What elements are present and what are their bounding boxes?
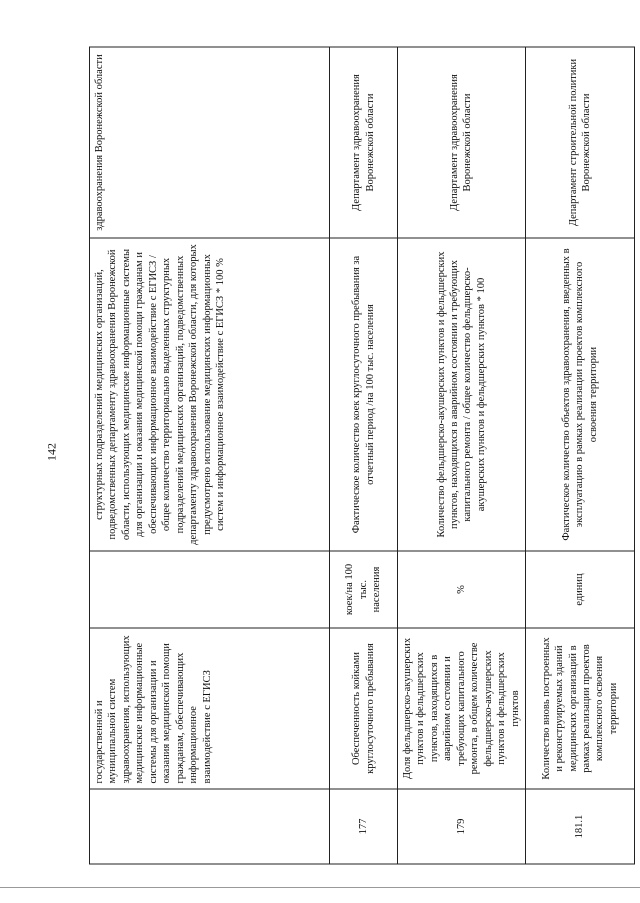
responsible-body: Департамент здравоохранения Воронежской области (398, 47, 526, 238)
unit-of-measure: единиц (525, 551, 634, 628)
row-number: 177 (330, 789, 398, 864)
table-row (398, 47, 526, 864)
row-number: 181.1 (525, 789, 634, 864)
row-number (90, 789, 330, 864)
table-row (90, 47, 330, 864)
scan-edge-line (0, 887, 640, 888)
responsible-body: Департамент здравоохранения Воронежской области (330, 47, 398, 238)
calculation-method: Фактическое количество объектов здравоохранения, введенных в эксплуатацию в рамках реализации проектов комплексного освоения территории (525, 238, 634, 551)
indicator-name: Доля фельдшерско-акушерских пунктов и фельдшерских пунктов, находящихся в аварийном состоянии и требующих капитального ремонта, в общем количестве фельдшерско-акушерских пунктов и фельдшерских пунктов (398, 628, 526, 789)
indicator-name: государственной и муниципальной систем здравоохранения, использующих медицинские информационные системы для организации и оказания медицинской помощи гражданам, обеспечивающих информационное взаимодействие с ЕГИСЗ (90, 628, 330, 789)
calculation-method: структурных подразделений медицинских организаций, подведомственных департаменту здравоохранения Воронежской области, использующих медицинские информационные системы для организации и оказания медицинской помощи гражданам и обеспечивающих информационное взаимодействие с ЕГИСЗ / общее количество территориально выделенных структурных подразделений медицинских организаций, подведомственных департаменту здравоохранения Воронежской области, для которых предусмотрено использование медицинских информационных систем и информационное взаимодействие с ЕГИСЗ * 100 % (90, 238, 330, 551)
table-row (330, 47, 398, 864)
calculation-method: Количество фельдшерско-акушерских пунктов и фельдшерских пунктов, находящихся в аварийном состоянии и требующих капитального ремонта / общее количество фельдшерско-акушерских пунктов и фельдшерских пунктов * 100 (398, 238, 526, 551)
calculation-method: Фактическое количество коек круглосуточного пребывания за отчетный период /на 100 тыс. населения (330, 238, 398, 551)
unit-of-measure: % (398, 551, 526, 628)
responsible-body: здравоохранения Воронежской области (90, 47, 330, 238)
indicator-name: Обеспеченность койками круглосуточного пребывания (330, 628, 398, 789)
table-row (525, 47, 634, 864)
responsible-body: Департамент строительной политики Воронежской области (525, 47, 634, 238)
indicator-table-rotated (89, 48, 631, 865)
indicator-name: Количество вновь построенных и реконструируемых зданий медицинских организаций в рамках реализации проектов комплексного освоения территории (525, 628, 634, 789)
unit-of-measure: коек/на 100 тыс. населения (330, 551, 398, 628)
indicator-table (89, 47, 635, 865)
unit-of-measure (90, 551, 330, 628)
row-number: 179 (398, 789, 526, 864)
page-number: 142 (44, 443, 59, 461)
